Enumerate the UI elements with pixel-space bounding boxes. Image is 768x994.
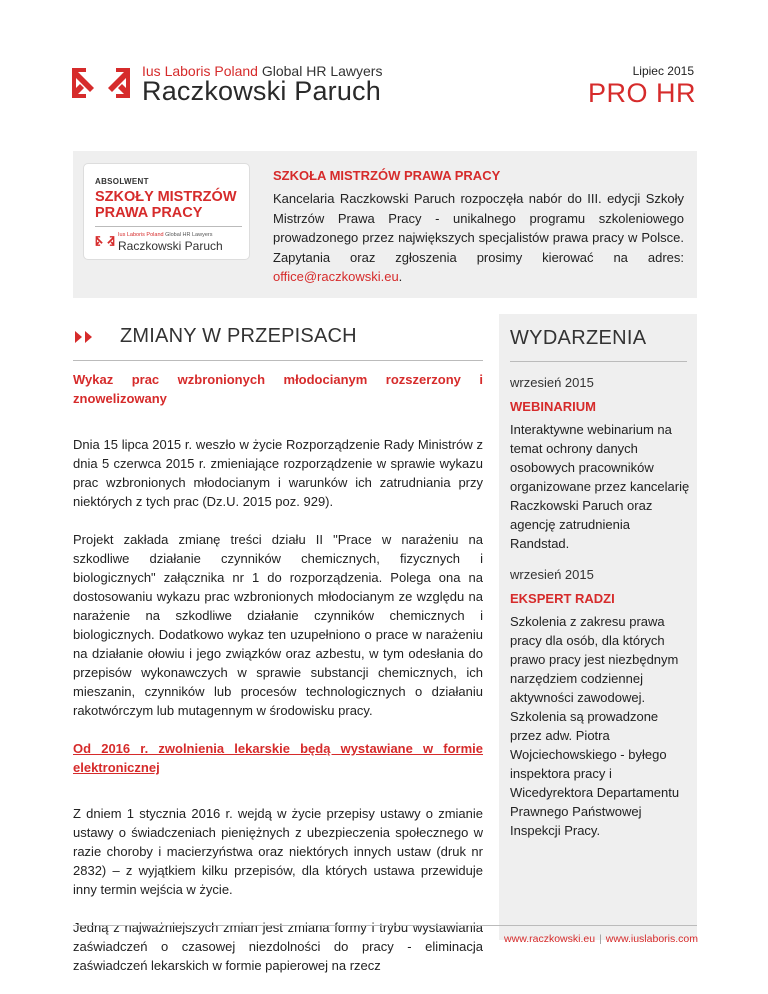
event-1-title: WEBINARIUM bbox=[510, 399, 596, 414]
badge-label: ABSOLWENT bbox=[95, 177, 149, 186]
badge-title bbox=[95, 189, 237, 221]
article-1-title: Wykaz prac wzbronionych młodocianym rozszerzony i znowelizowany bbox=[73, 372, 483, 406]
banner-text-end: . bbox=[398, 269, 403, 284]
event-2-description bbox=[510, 612, 690, 840]
issue-date: Lipiec 2015 bbox=[632, 64, 694, 78]
article-1-paragraph-1: Dnia 15 lipca 2015 r. weszło w życie Rozporządzenie Rady Ministrów z dnia 5 czerwca 2015 r. zmieniające rozporządzenie w sprawie wykazu prac wzbronionych młodocianym i warunków ich zatrudniania przy niektórych z tych prac (Dz.U. 2015 poz. 929). bbox=[73, 437, 483, 509]
badge-firm-tagline bbox=[118, 232, 212, 238]
badge-title-line-2: PRAWA PRACY bbox=[95, 205, 203, 221]
badge-firm-prefix: Ius Laboris Poland bbox=[118, 232, 164, 238]
event-2-description-1: Szkolenia z zakresu prawa pracy dla osób, dla których prawo pracy jest niezbędnym narzędziem codziennej aktywności zawodowej. bbox=[510, 614, 679, 705]
article-1-paragraph-2: Projekt zakłada zmianę treści działu II "Prace w narażeniu na szkodliwe działanie czynników chemicznych, fizycznych i biologicznych" załącznika nr 1 do rozporządzenia. Polega ona na dostosowaniu wykazu prac wzbronionych młodocianym ze względu na narażenie na szkodliwe działanie czynników chemicznych i biologicznych. Dodatkowo wykaz ten uzupełniono o prace w narażeniu na działanie ołowiu i jego związków oraz azbestu, w tym odesłania do przepisów wykonawczych w sprawie substancji chemicznych, ich mieszanin, czynników lub procesów technologicznych o działaniu rakotwórczym lub mutagennym w środowisku pracy. bbox=[73, 532, 483, 718]
badge-divider bbox=[95, 226, 242, 227]
event-2-description-2: Szkolenia są prowadzone przez adw. Piotra Wojciechowskiego - byłego inspektora pracy i Wicedyrektora Departamentu Prawnego Państwowej Inspekcji Pracy. bbox=[510, 709, 680, 838]
event-2-date: wrzesień 2015 bbox=[510, 567, 594, 582]
article-2-paragraph-1: Z dniem 1 stycznia 2016 r. wejdą w życie przepisy ustawy o zmianie ustawy o świadczeniach pieniężnych z ubezpieczenia społecznego w razie choroby i macierzyństwa oraz niektórych innych ustaw (druk nr 2832) – z wyjątkiem kilku przepisów, dla których ustawa przewiduje inny termin wejścia w życie. bbox=[73, 806, 483, 897]
footer-separator: | bbox=[599, 933, 602, 945]
graduate-badge bbox=[83, 163, 250, 260]
firm-prefix: Ius Laboris Poland bbox=[142, 63, 258, 79]
article-2-title: Od 2016 r. zwolnienia lekarskie będą wystawiane w formie elektronicznej bbox=[73, 741, 483, 775]
banner-body: Kancelaria Raczkowski Paruch rozpoczęła nabór do III. edycji Szkoły Mistrzów Prawa Pracy - unikalnego programu szkoleniowego prowadzonego przez największych specjalistów prawa pracy w Polsce. Zapytania oraz zgłoszenia prosimy kierować na adres: bbox=[273, 191, 684, 265]
footer-links bbox=[504, 933, 698, 945]
sidebar-divider bbox=[510, 361, 687, 362]
badge-firm-name: Raczkowski Paruch bbox=[118, 239, 223, 253]
firm-logo-icon bbox=[70, 66, 132, 100]
main-column bbox=[73, 370, 483, 975]
event-2-title: EKSPERT RADZI bbox=[510, 591, 615, 606]
contact-email-link[interactable]: office@raczkowski.eu bbox=[273, 269, 399, 284]
events-sidebar bbox=[499, 314, 697, 940]
footer-link-raczkowski[interactable]: www.raczkowski.eu bbox=[504, 933, 596, 945]
sidebar-title: WYDARZENIA bbox=[510, 327, 647, 349]
badge-title-line-1: SZKOŁY MISTRZÓW bbox=[95, 189, 237, 205]
footer-link-iuslaboris[interactable]: www.iuslaboris.com bbox=[605, 933, 698, 945]
badge-logo-icon bbox=[95, 234, 115, 248]
section-divider bbox=[73, 360, 483, 361]
badge-firm-suffix: Global HR Lawyers bbox=[165, 232, 213, 238]
footer-divider bbox=[73, 925, 697, 926]
event-1-description: Interaktywne webinarium na temat ochrony danych osobowych pracowników organizowane przez kancelarię Raczkowski Paruch oraz agencję zatrudnienia Randstad. bbox=[510, 422, 690, 551]
announcement-banner bbox=[73, 151, 697, 298]
banner-text bbox=[273, 189, 684, 287]
section-title: ZMIANY W PRZEPISACH bbox=[120, 325, 357, 347]
event-1-date: wrzesień 2015 bbox=[510, 375, 594, 390]
banner-title: SZKOŁA MISTRZÓW PRAWA PRACY bbox=[273, 168, 501, 183]
firm-name: Raczkowski Paruch bbox=[142, 76, 381, 106]
firm-suffix: Global HR Lawyers bbox=[261, 63, 383, 79]
double-chevron-icon bbox=[74, 330, 98, 344]
publication-title: PRO HR bbox=[587, 78, 696, 108]
article-2-paragraph-2: Jedną z najważniejszych zmian jest zmiana formy i trybu wystawiania zaświadczeń o czasowej niezdolności do pracy - eliminacja zaświadczeń lekarskich w formie papierowej na rzecz bbox=[73, 920, 483, 973]
